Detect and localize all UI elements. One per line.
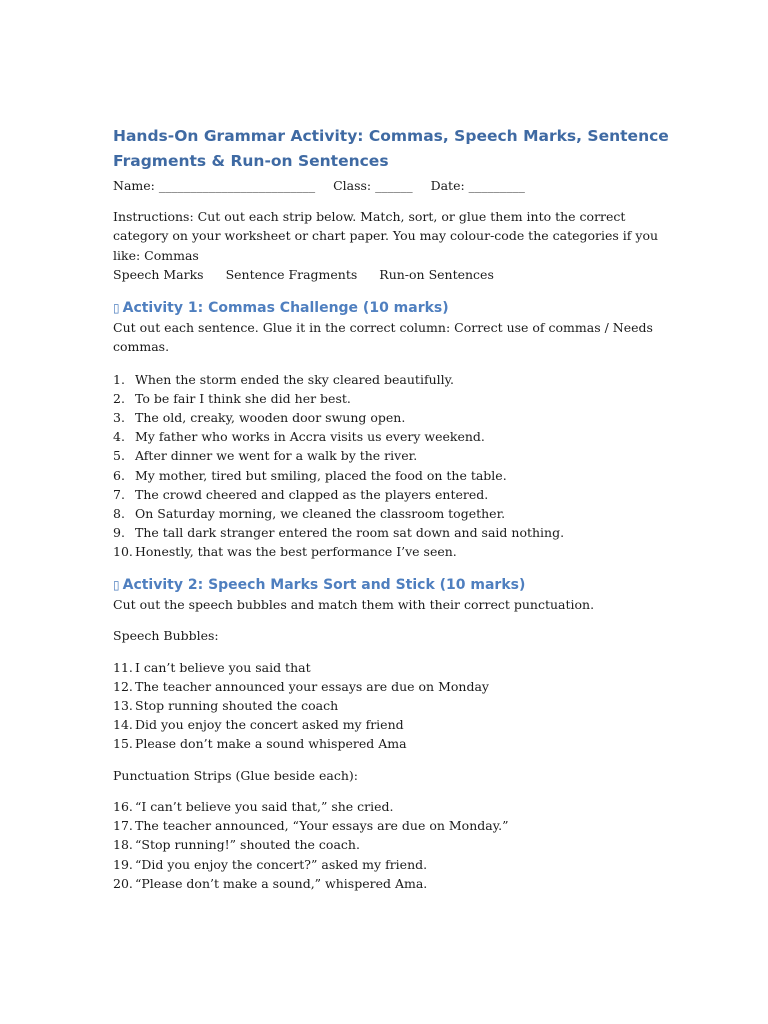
activity1-list (113, 370, 673, 562)
list-item: 13. Stop running shouted the coach (113, 697, 339, 713)
list-item: 7. The crowd cheered and clapped as the players entered. (113, 486, 489, 502)
list-item: 17. The teacher announced, “Your essays are due on Monday.” (113, 818, 509, 834)
list-item: 6. My mother, tired but smiling, placed the food on the table. (113, 467, 507, 483)
speech-bubbles-list (113, 658, 673, 754)
document-title: Hands-On Grammar Activity: Commas, Speech Marks, Sentence Fragments & Run-on Sentences (113, 127, 669, 170)
list-item: 11. I can’t believe you said that (113, 659, 311, 675)
list-item: 10. Honestly, that was the best performance I’ve seen. (113, 544, 457, 560)
student-fields (113, 176, 673, 196)
activity1-heading-text: Activity 1: Commas Challenge (10 marks) (122, 299, 449, 316)
speech-bubbles-label: Speech Bubbles: (113, 628, 219, 644)
activity1-heading (113, 298, 673, 318)
list-item: 19. “Did you enjoy the concert?” asked my friend. (113, 856, 428, 872)
category-list (113, 265, 673, 285)
list-item: 15. Please don’t make a sound whispered Ama (113, 736, 407, 752)
name-field: Name: _________________________ (113, 178, 316, 193)
category-run-on-sentences: Run-on Sentences (379, 267, 494, 282)
activity2-heading (113, 575, 673, 595)
list-item: 14. Did you enjoy the concert asked my friend (113, 717, 404, 733)
date-field: Date: _________ (430, 178, 525, 193)
list-item: 8. On Saturday morning, we cleaned the classroom together. (113, 505, 506, 521)
punctuation-strips-label: Punctuation Strips (Glue beside each): (113, 767, 359, 783)
list-item: 9. The tall dark stranger entered the room sat down and said nothing. (113, 525, 565, 541)
document-content (113, 124, 673, 893)
box-glyph-icon: ▯ (113, 577, 120, 592)
activity2-heading-text: Activity 2: Speech Marks Sort and Stick (10 marks) (122, 576, 526, 593)
instructions: Instructions: Cut out each strip below. Match, sort, or glue them into the correct category on your worksheet or chart paper. You may colour-code the categories if you like: Commas (113, 208, 659, 263)
list-item: 1. When the storm ended the sky cleared beautifully. (113, 371, 454, 387)
category-speech-marks: Speech Marks (113, 267, 204, 282)
list-item: 2. To be fair I think she did her best. (113, 390, 351, 406)
list-item: 4. My father who works in Accra visits us every weekend. (113, 429, 485, 445)
list-item: 20. “Please don’t make a sound,” whispered Ama. (113, 875, 428, 891)
class-field: Class: ______ (333, 178, 413, 193)
list-item: 3. The old, creaky, wooden door swung open. (113, 409, 406, 425)
list-item: 16. “I can’t believe you said that,” she cried. (113, 799, 394, 815)
list-item: 5. After dinner we went for a walk by the river. (113, 448, 418, 464)
category-sentence-fragments: Sentence Fragments (225, 267, 358, 282)
punctuation-strips-list (113, 797, 673, 893)
list-item: 18. “Stop running!” shouted the coach. (113, 837, 360, 853)
activity2-instruction: Cut out the speech bubbles and match them with their correct punctuation. (113, 596, 595, 612)
box-glyph-icon: ▯ (113, 300, 120, 315)
activity1-instruction: Cut out each sentence. Glue it in the correct column: Correct use of commas / Needs commas. (113, 319, 653, 354)
list-item: 12. The teacher announced your essays are due on Monday (113, 678, 489, 694)
